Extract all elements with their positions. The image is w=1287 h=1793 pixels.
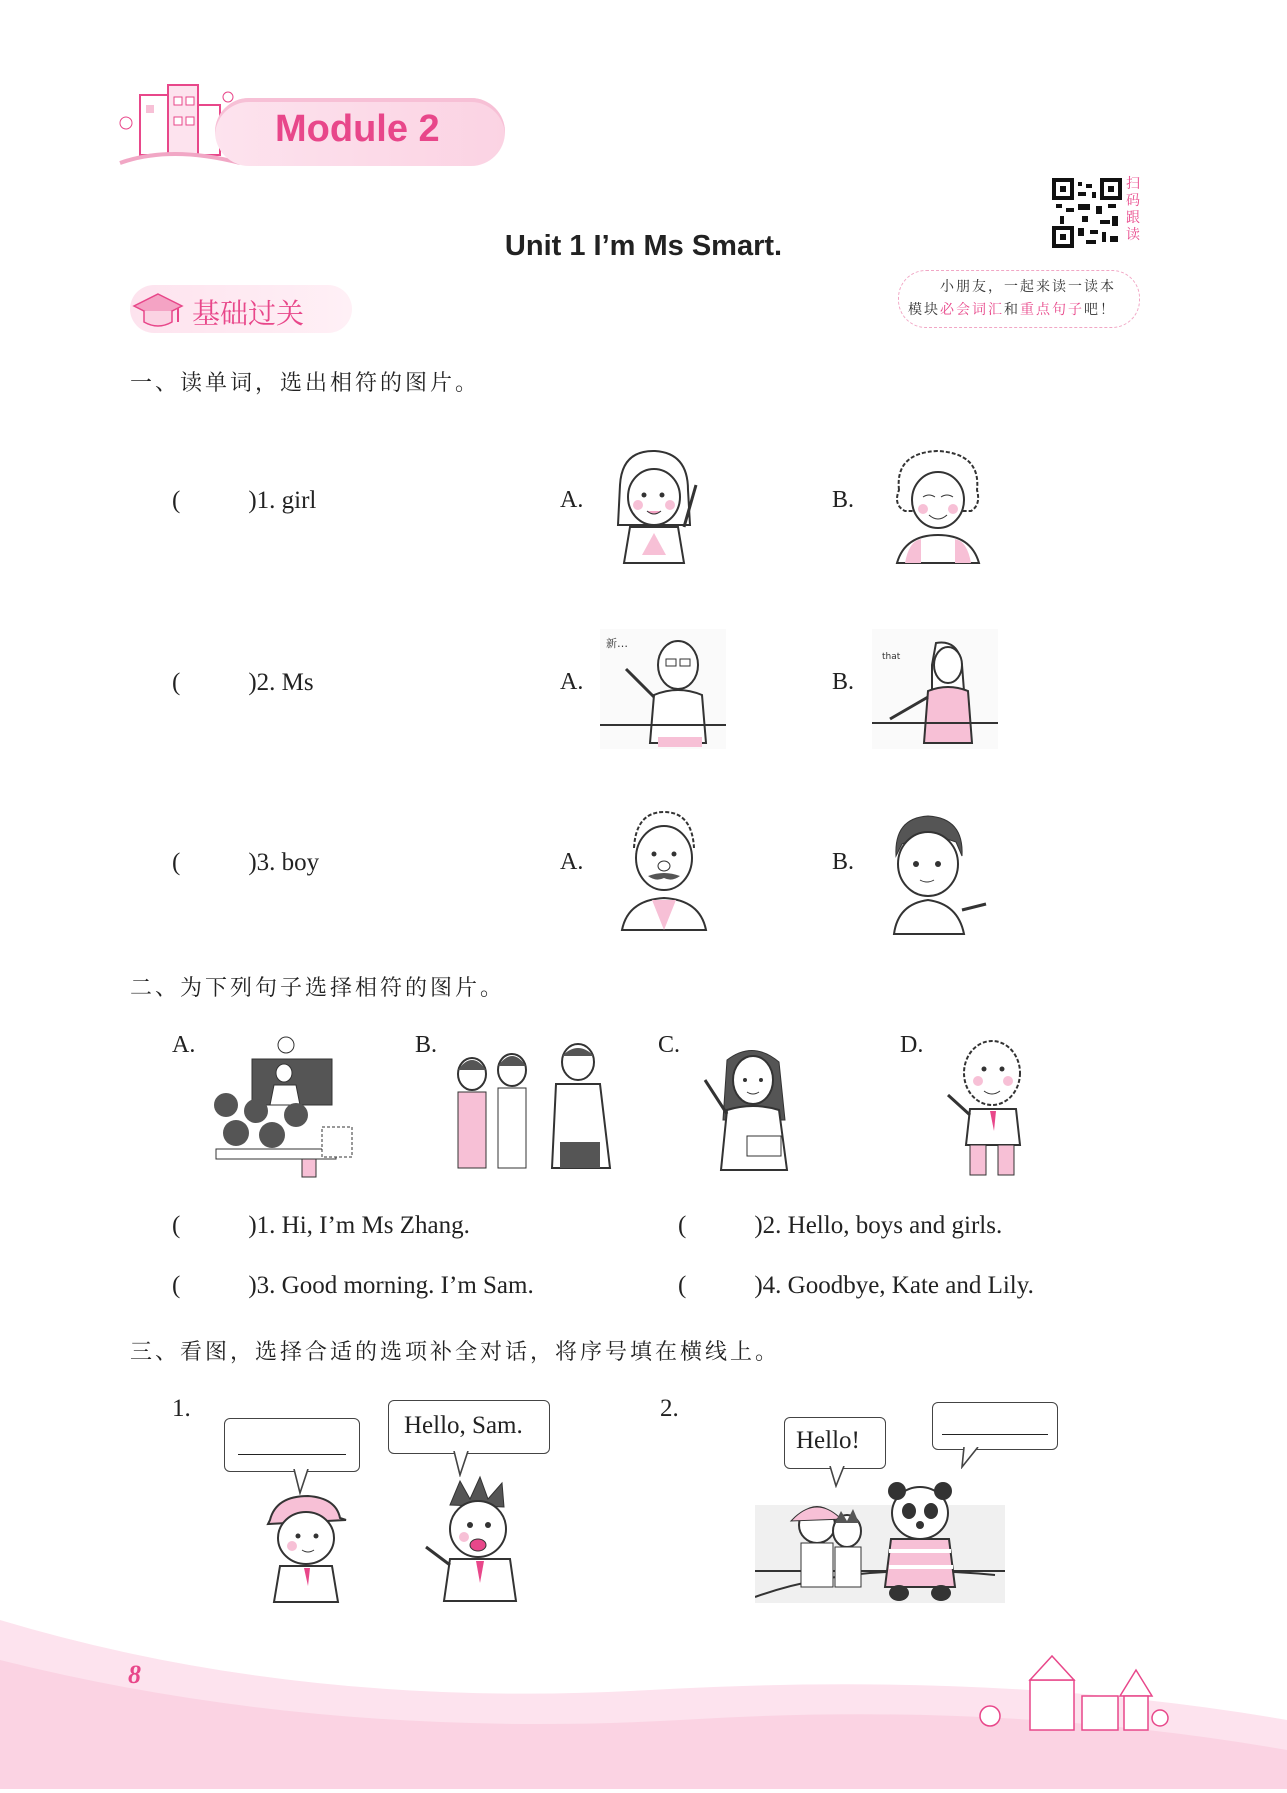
part1-item-3: ( )3. boy	[172, 849, 320, 876]
qr-code[interactable]	[1052, 178, 1122, 248]
male-teacher-picture	[598, 625, 728, 757]
page-number: 8	[128, 1660, 141, 1689]
option-c-label: C.	[658, 1032, 681, 1058]
girl-picture	[600, 445, 705, 569]
part1-heading: 一、读单词，选出相符的图片。	[130, 371, 481, 396]
female-teacher-waving-picture	[695, 1040, 805, 1178]
qr-label: 扫 码 跟 读	[1126, 176, 1140, 243]
part1-item-2: ( )2. Ms	[172, 669, 314, 696]
part2-heading: 二、为下列句子选择相符的图片。	[130, 976, 506, 1001]
answer-line[interactable]	[238, 1454, 346, 1455]
part2-sentence-2: ( )2. Hello, boys and girls.	[678, 1212, 1003, 1239]
speech-bubble-blank	[932, 1402, 1058, 1450]
option-b-label: B.	[832, 487, 855, 513]
grandma-picture	[885, 445, 990, 569]
tip-line-1: 小朋友，一起来读一读本	[940, 279, 1116, 295]
scene-2-number: 2.	[660, 1395, 679, 1422]
svg-text:新…: 新…	[606, 637, 628, 650]
part2-sentence-4: ( )4. Goodbye, Kate and Lily.	[678, 1272, 1034, 1299]
footer-wave	[0, 1600, 1287, 1789]
bubble-text: Hello, Sam.	[404, 1412, 523, 1439]
module-title: Module 2	[275, 108, 440, 150]
option-a-label: A.	[560, 669, 584, 695]
option-a-label: A.	[560, 487, 584, 513]
bald-boy-waving-picture	[940, 1035, 1040, 1184]
scene-1-number: 1.	[172, 1395, 191, 1422]
svg-text:that: that	[882, 652, 901, 662]
speech-bubble-blank	[224, 1418, 360, 1472]
part3-heading: 三、看图，选择合适的选项补全对话，将序号填在横线上。	[130, 1340, 781, 1365]
bubble-text: Hello!	[796, 1427, 860, 1454]
teacher-and-girls-picture	[448, 1040, 623, 1176]
option-b-label: B.	[832, 669, 855, 695]
option-a-label: A.	[560, 849, 584, 875]
boy-with-cap-picture	[262, 1490, 352, 1609]
children-and-panda-picture	[755, 1475, 1005, 1609]
graduation-cap-icon	[132, 290, 184, 334]
section-tag-label: 基础过关	[192, 297, 305, 330]
boy-picture	[880, 812, 990, 941]
option-a-label: A.	[172, 1032, 196, 1058]
part2-sentence-1: ( )1. Hi, I’m Ms Zhang.	[172, 1212, 470, 1239]
answer-line[interactable]	[942, 1434, 1048, 1435]
option-b-label: B.	[415, 1032, 438, 1058]
classroom-picture	[206, 1033, 356, 1185]
option-d-label: D.	[900, 1032, 924, 1058]
option-b-label: B.	[832, 849, 855, 875]
female-teacher-picture	[870, 625, 1000, 757]
old-man-picture	[612, 808, 717, 937]
spiky-hair-boy-picture	[420, 1475, 540, 1609]
bubble-tail	[960, 1447, 984, 1473]
unit-title: Unit 1 I’m Ms Smart.	[504, 230, 783, 262]
part2-sentence-3: ( )3. Good morning. I’m Sam.	[172, 1272, 534, 1299]
part1-item-1: ( )1. girl	[172, 487, 317, 514]
tip-line-2: 模块必会词汇和重点句子吧！	[908, 302, 1116, 318]
